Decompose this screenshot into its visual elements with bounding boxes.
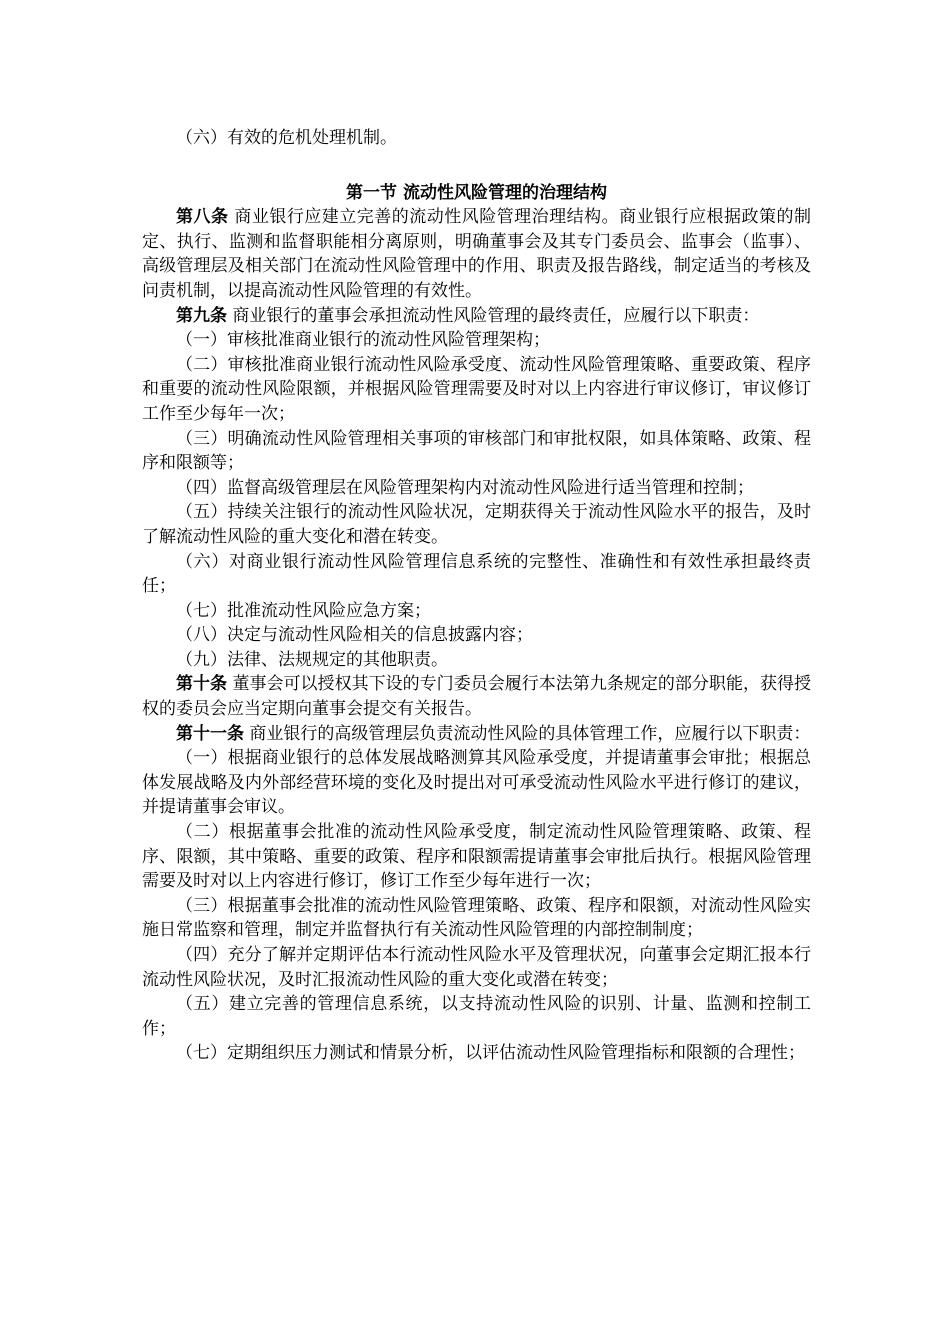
list-item: （二）根据董事会批准的流动性风险承受度，制定流动性风险管理策略、政策、程序、限额，其中策略、重要的政策、程序和限额需提请董事会审批后执行。根据风险管理需要及时对以上内容进行修订，修订工作至少每年进行一次； (142, 822, 811, 892)
article-text: 商业银行的高级管理层负责流动性风险的具体管理工作，应履行以下职责： (244, 723, 811, 744)
list-item: （九）法律、法规规定的其他职责。 (176, 649, 448, 670)
article-label: 第十一条 (176, 723, 244, 744)
list-item: （二）审核批准商业银行流动性风险承受度、流动性风险管理策略、重要政策、程序和重要的流动性风险限额，并根据风险管理需要及时对以上内容进行审议修订，审议修订工作至少每年一次； (142, 354, 811, 424)
list-item: （五）持续关注银行的流动性风险状况，定期获得关于流动性风险水平的报告，及时了解流动性风险的重大变化和潜在转变。 (142, 502, 811, 547)
list-item: （三）明确流动性风险管理相关事项的审核部门和审批权限，如具体策略、政策、程序和限额等； (142, 428, 811, 474)
article-11 (142, 722, 811, 747)
list-item: （一）根据商业银行的总体发展战略测算其风险承受度，并提请董事会审批；根据总体发展战略及内外部经营环境的变化及时提出对可承受流动性风险水平进行修订的建议，并提请董事会审议。 (142, 748, 811, 818)
list-item: （四）充分了解并定期评估本行流动性风险水平及管理状况，向董事会定期汇报本行流动性风险状况，及时汇报流动性风险的重大变化或潜在转变； (142, 945, 811, 990)
article-label: 第九条 (176, 305, 227, 326)
section-heading: 第一节 流动性风险管理的治理结构 (346, 182, 607, 203)
list-item: （五）建立完善的管理信息系统，以支持流动性风险的识别、计量、监测和控制工作； (142, 994, 811, 1039)
article-label: 第八条 (176, 207, 229, 228)
list-item: （七）批准流动性风险应急方案； (176, 600, 431, 621)
list-item: （四）监督高级管理层在风险管理架构内对流动性风险进行适当管理和控制； (176, 477, 754, 498)
article-9 (142, 304, 811, 329)
list-item: （三）根据董事会批准的流动性风险管理策略、政策、程序和限额，对流动性风险实施日常监察和管理，制定并监督执行有关流动性风险管理的内部控制制度； (142, 895, 811, 941)
article-text: 董事会可以授权其下设的专门委员会履行本法第九条规定的部分职能，获得授权的委员会应当定期向董事会提交有关报告。 (142, 674, 812, 720)
article-8 (142, 205, 811, 303)
list-item: （七）定期组织压力测试和情景分析，以评估流动性风险管理指标和限额的合理性； (176, 1043, 805, 1064)
list-item: （六）有效的危机处理机制。 (176, 128, 397, 148)
article-text: 商业银行应建立完善的流动性风险管理治理结构。商业银行应根据政策的制定、执行、监测和监督职能相分离原则，明确董事会及其专门委员会、监事会（监事）、高级管理层及相关部门在流动性风险管理中的作用、职责及报告路线，制定适当的考核及问责机制，以提高流动性风险管理的有效性。 (142, 207, 811, 301)
article-text: 商业银行的董事会承担流动性风险管理的最终责任，应履行以下职责： (227, 305, 760, 326)
list-item: （八）决定与流动性风险相关的信息披露内容； (176, 625, 533, 646)
list-item: （六）对商业银行流动性风险管理信息系统的完整性、准确性和有效性承担最终责任； (142, 551, 811, 597)
list-item: （一）审核批准商业银行的流动性风险管理架构； (176, 330, 550, 351)
document-page (142, 126, 811, 1066)
article-label: 第十条 (176, 674, 228, 695)
article-10 (142, 672, 811, 721)
